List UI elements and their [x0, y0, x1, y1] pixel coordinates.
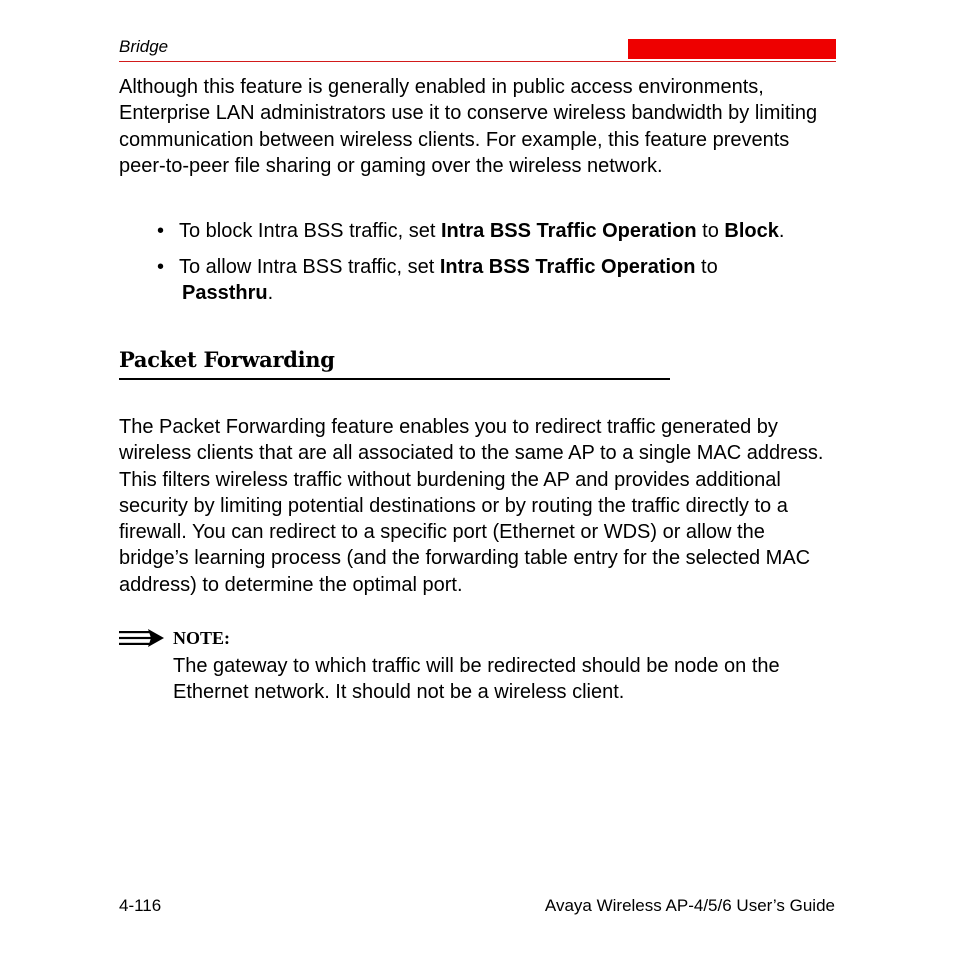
section-heading: Packet Forwarding [119, 347, 335, 372]
note-label: NOTE: [173, 628, 231, 648]
header-accent-bar [628, 39, 836, 59]
bullet-suffix: . [267, 282, 274, 305]
bullet-dot: • [157, 256, 165, 278]
bullet-field-name: Intra BSS Traffic Operation [439, 256, 696, 278]
bullet-passthru [157, 254, 847, 307]
intro-paragraph: Although this feature is generally enabled in public access environments, Enterprise LAN administrators use it to conserve wireless bandwidth by limiting communication between wireless clients. For example, this feature prevents peer-to-peer file sharing or gaming over the wireless network. [119, 76, 818, 177]
note-arrow-icon [118, 627, 166, 649]
bullet-middle: to [695, 256, 718, 278]
bullet-field-name: Intra BSS Traffic Operation [440, 220, 697, 242]
running-head-title: Bridge [119, 37, 169, 56]
bullet-dot: • [157, 220, 165, 242]
bullet-prefix: To block Intra BSS traffic, set [179, 220, 441, 242]
section-heading-rule [119, 378, 670, 380]
note-text: The gateway to which traffic will be redirected should be node on the Ethernet network. It should not be a wireless client. [173, 655, 780, 704]
bullet-value: Block [724, 220, 779, 242]
bullet-prefix: To allow Intra BSS traffic, set [179, 256, 440, 278]
bullet-text [179, 254, 847, 307]
page-number: 4-116 [119, 896, 162, 915]
bullet-text [179, 218, 847, 244]
bullet-suffix: . [778, 220, 785, 242]
header-rule [119, 61, 836, 62]
bullet-value: Passthru [182, 282, 268, 305]
packet-forwarding-paragraph: The Packet Forwarding feature enables you to redirect traffic generated by wireless clients that are all associated to the same AP to a single MAC address. This filters wireless traffic without burdening the AP and provides additional security by limiting potential destinations or by routing the traffic directly to a firewall. You can redirect to a specific port (Ethernet or WDS) or allow the bridge’s learning process (and the forwarding table entry for the selected MAC address) to determine the optimal port. [119, 416, 824, 596]
bullet-block [157, 218, 847, 244]
book-title: Avaya Wireless AP-4/5/6 User’s Guide [544, 896, 835, 915]
bullet-middle: to [696, 220, 725, 242]
